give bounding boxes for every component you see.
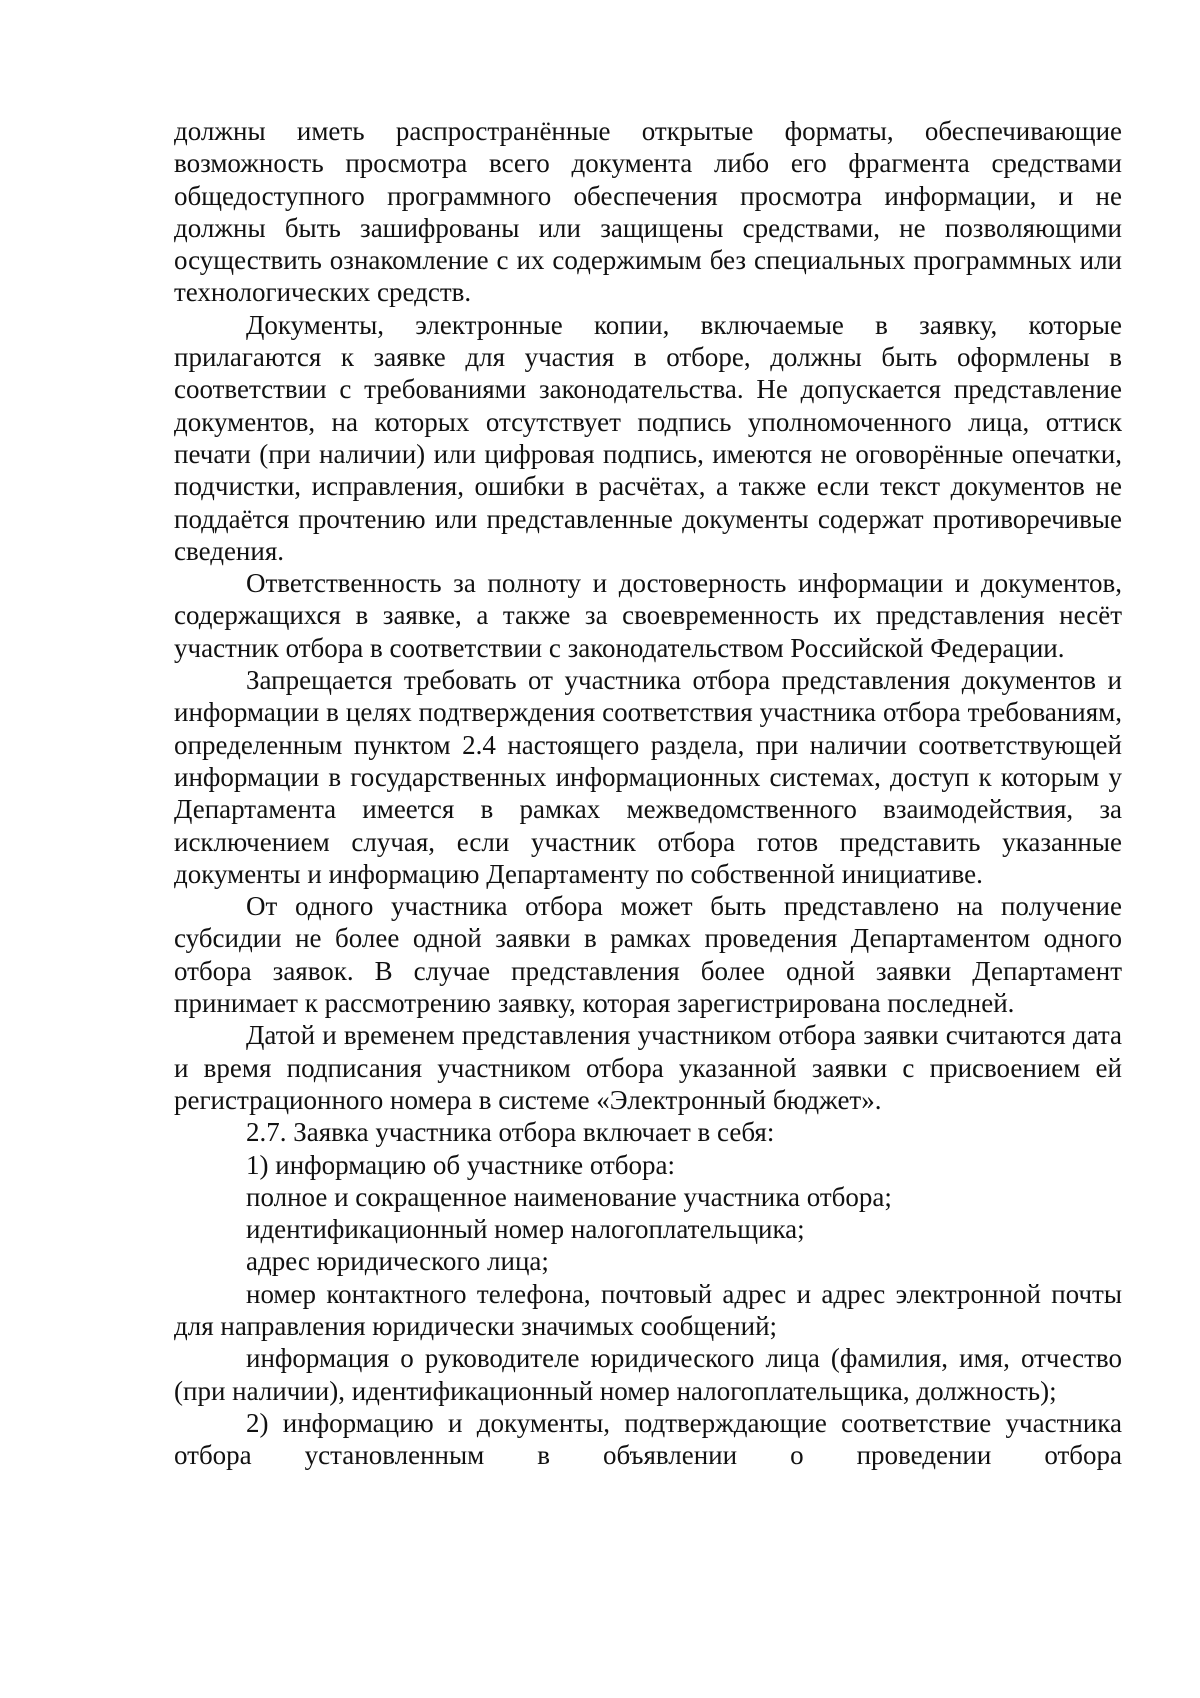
list-item-compliance-documents: 2) информацию и документы, подтверждающие соответствие участника отбора установленным в объявлении о проведении отбора xyxy=(174,1407,1122,1471)
section-heading-2-7: 2.7. Заявка участника отбора включает в себя: xyxy=(246,1117,775,1148)
list-item-name: полное и сокращенное наименование участника отбора; xyxy=(246,1181,892,1212)
document-page xyxy=(174,115,1122,1471)
paragraph-single-application: От одного участника отбора может быть представлено на получение субсидии не более одной заявки в рамках проведения Департаментом одного отбора заявок. В случае представления более одной заявки Департамент принимает к рассмотрению заявку, которая зарегистрирована последней. xyxy=(174,891,1122,1019)
paragraph-document-requirements: Документы, электронные копии, включаемые в заявку, которые прилагаются к заявке для участия в отборе, должны быть оформлены в соответствии с требованиями законодательства. Не допускается представление документов, на которых отсутствует подпись уполномоченного лица, оттиск печати (при наличии) или цифровая подпись, имеются не оговорённые опечатки, подчистки, исправления, ошибки в расчётах, а также если текст документов не поддаётся прочтению или представленные документы содержат противоречивые сведения. xyxy=(174,309,1122,566)
paragraph-file-formats: должны иметь распространённые открытые форматы, обеспечивающие возможность просмотра всего документа либо его фрагмента средствами общедоступного программного обеспечения просмотра информации, и не должны быть зашифрованы или защищены средствами, не позволяющими осуществить ознакомление с их содержимым без специальных программных или технологических средств. xyxy=(174,116,1122,308)
paragraph-prohibition: Запрещается требовать от участника отбора представления документов и информации в целях подтверждения соответствия участника отбора требованиям, определенным пунктом 2.4 настоящего раздела, при наличии соответствующей информации в государственных информационных системах, доступ к которым у Департамента имеется в рамках межведомственного взаимодействия, за исключением случая, если участник отбора готов представить указанные документы и информацию Департаменту по собственной инициативе. xyxy=(174,665,1122,889)
list-item-contacts: номер контактного телефона, почтовый адрес и адрес электронной почты для направления юридически значимых сообщений; xyxy=(174,1278,1122,1341)
paragraph-responsibility: Ответственность за полноту и достоверность информации и документов, содержащихся в заявке, а также за своевременность их представления несёт участник отбора в соответствии с законодательством Российской Федерации. xyxy=(174,568,1122,663)
list-item-participant-info: 1) информацию об участнике отбора: xyxy=(246,1149,676,1180)
list-item-director-info: информация о руководителе юридического лица (фамилия, имя, отчество (при наличии), идентификационный номер налогоплательщика, должность); xyxy=(174,1343,1122,1406)
paragraph-submission-date: Датой и временем представления участником отбора заявки считаются дата и время подписания участником отбора указанной заявки с присвоением ей регистрационного номера в системе «Электронный бюджет». xyxy=(174,1020,1122,1115)
list-item-address: адрес юридического лица; xyxy=(246,1246,549,1277)
list-item-inn: идентификационный номер налогоплательщика; xyxy=(246,1214,805,1245)
